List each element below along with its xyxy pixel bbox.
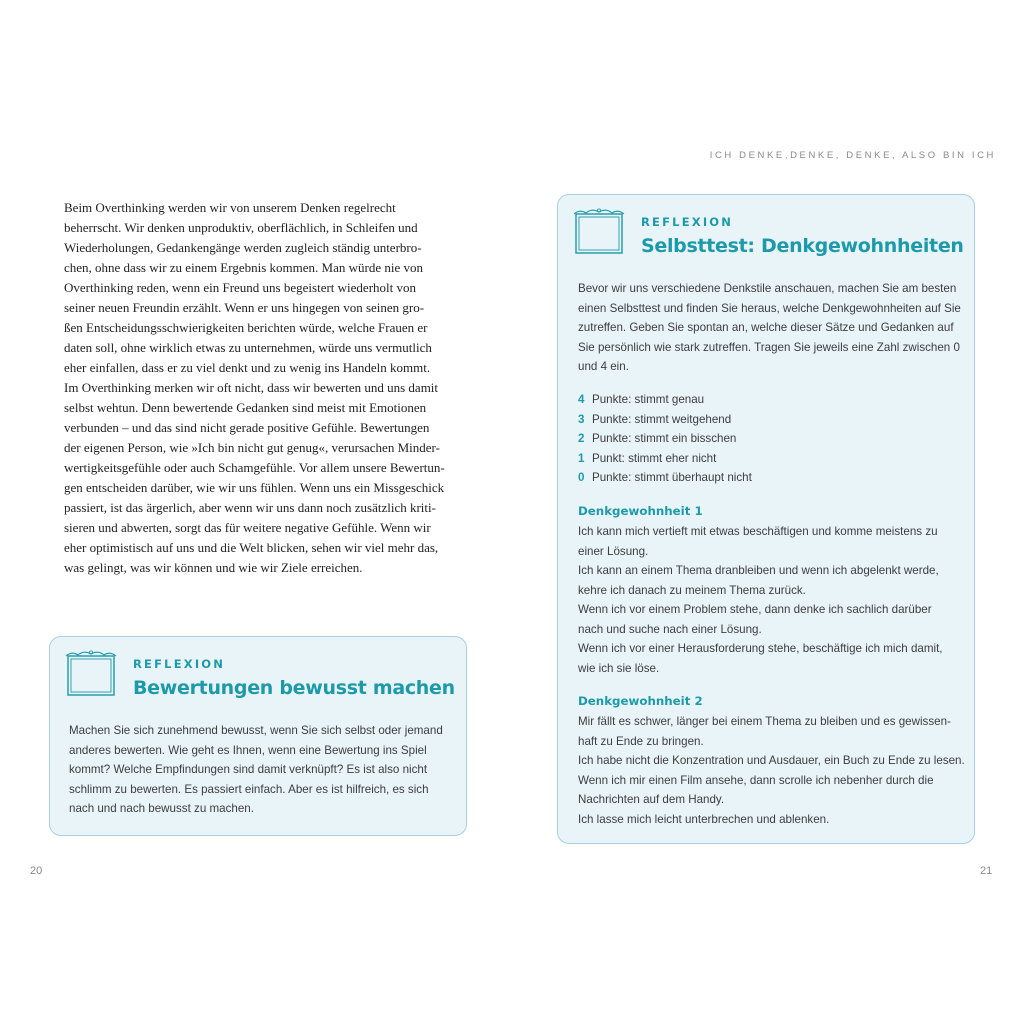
habit-line: Ich kann mich vertieft mit etwas beschäftigen und komme meistens zu — [578, 525, 938, 538]
body-line: Im Overthinking merken wir oft nicht, dass wir bewerten und uns damit — [64, 380, 439, 395]
reflexion-box-left — [49, 636, 467, 836]
habit-line: Ich habe nicht die Konzentration und Ausdauer, ein Buch zu Ende zu lesen. — [578, 754, 965, 767]
scale-number: 0 — [578, 471, 585, 484]
body-line: passiert, ist das ärgerlich, aber wenn wir uns dann noch zusätzlich kriti- — [64, 500, 436, 515]
scale-label: Punkt: stimmt eher nicht — [592, 451, 717, 465]
habit-line: einer Lösung. — [578, 544, 649, 558]
habit-1-text — [578, 522, 943, 678]
scale-number: 2 — [578, 432, 585, 445]
page-number-right: 21 — [980, 865, 993, 877]
running-head: ICH DENKE,DENKE, DENKE, ALSO BIN ICH — [709, 150, 996, 161]
body-line: Overthinking reden, wenn ein Freund uns begeistert wiederholt von — [64, 280, 416, 295]
picture-frame-icon — [64, 649, 118, 699]
habit-1-title: Denkgewohnheit 1 — [578, 504, 703, 518]
intro-line: einen Selbsttest und finden Sie heraus, welche Denkgewohnheiten auf Sie — [578, 301, 961, 315]
scale-label: Punkte: stimmt genau — [592, 393, 705, 406]
scale-label: Punkte: stimmt überhaupt nicht — [592, 471, 752, 484]
scale-number: 3 — [578, 412, 585, 426]
habit-line: Ich kann an einem Thema dranbleiben und wenn ich abgelenkt werde, — [578, 564, 939, 577]
habit-line: kehre ich danach zu meinem Thema zurück. — [578, 583, 806, 597]
scoring-scale — [578, 390, 752, 488]
scale-label: Punkte: stimmt ein bisschen — [592, 432, 737, 445]
box-kicker: REFLEXION — [133, 657, 226, 671]
habit-line: Wenn ich mir einen Film ansehe, dann scrolle ich nebenher durch die — [578, 773, 934, 787]
box-line: Machen Sie sich zunehmend bewusst, wenn Sie sich selbst oder jemand — [69, 724, 443, 737]
body-line: der eigenen Person, wie »Ich bin nicht gut genug«, verursachen Minder- — [64, 440, 440, 455]
intro-line: und 4 ein. — [578, 360, 629, 373]
scale-item — [578, 468, 752, 488]
habit-line: haft zu Ende zu bringen. — [578, 734, 704, 748]
habit-line: Mir fällt es schwer, länger bei einem Thema zu bleiben und es gewissen- — [578, 715, 951, 728]
habit-line: nach und suche nach einer Lösung. — [578, 622, 762, 636]
habit-line: Wenn ich vor einer Herausforderung stehe, beschäftige ich mich damit, — [578, 642, 943, 655]
body-line: sieren und abwerten, sorgt das für weitere negative Gefühle. Wenn wir — [64, 520, 431, 535]
habit-2-title: Denkgewohnheit 2 — [578, 694, 703, 708]
body-line: seiner neuen Freundin erzählt. Wenn er uns hingegen von seinen gro- — [64, 300, 425, 315]
box-line: schlimm zu bewerten. Es passiert einfach. Aber es ist hilfreich, es sich — [69, 782, 429, 796]
body-line: gen entscheiden darüber, wie wir uns fühlen. Wenn uns ein Missgeschick — [64, 480, 445, 495]
habit-line: Ich lasse mich leicht unterbrechen und ablenken. — [578, 812, 830, 826]
scale-label: Punkte: stimmt weitgehend — [592, 412, 732, 426]
scale-item — [578, 429, 752, 449]
body-line: Beim Overthinking werden wir von unserem Denken regelrecht — [64, 200, 396, 215]
scale-item — [578, 449, 752, 469]
body-line: was gelingt, was wir können und wie wir Ziele erreichen. — [64, 560, 363, 575]
scale-item — [578, 390, 752, 410]
body-line: beherrscht. Wir denken unproduktiv, oberflächlich, in Schleifen und — [64, 220, 418, 235]
box-kicker: REFLEXION — [641, 215, 734, 229]
box-intro — [578, 279, 961, 377]
box-line: anderes bewerten. Wie geht es Ihnen, wenn eine Bewertung ins Spiel — [69, 743, 427, 757]
body-text — [64, 198, 456, 578]
body-line: selbst wehtun. Denn bewertende Gedanken sind meist mit Emotionen — [64, 400, 427, 415]
body-line: chen, ohne dass wir zu einem Ergebnis kommen. Man würde nie von — [64, 260, 423, 275]
scale-number: 4 — [578, 393, 585, 406]
body-line: eher einfallen, dass er zu viel denkt und zu wenig ins Handeln kommt. — [64, 360, 431, 375]
scale-number: 1 — [578, 451, 585, 465]
habit-line: Wenn ich vor einem Problem stehe, dann denke ich sachlich darüber — [578, 603, 932, 616]
box-line: kommt? Welche Empfindungen sind damit verknüpft? Es ist also nicht — [69, 763, 428, 776]
picture-frame-icon — [572, 207, 626, 257]
intro-line: zutreffen. Geben Sie spontan an, welche dieser Sätze und Gedanken auf — [578, 321, 954, 334]
reflexion-box-right — [557, 194, 975, 844]
box-text — [69, 721, 443, 819]
box-title: Bewertungen bewusst machen — [133, 677, 455, 699]
intro-line: Sie persönlich wie stark zutreffen. Tragen Sie jeweils eine Zahl zwischen 0 — [578, 340, 960, 354]
habit-line: Nachrichten auf dem Handy. — [578, 793, 725, 806]
body-line: Wiederholungen, Gedankengänge werden zugleich ständig unterbro- — [64, 240, 422, 255]
box-title: Selbsttest: Denkgewohnheiten — [641, 235, 964, 257]
scale-item — [578, 410, 752, 430]
body-line: wertigkeitsgefühle oder auch Schamgefühle. Vor allem unsere Bewertun- — [64, 460, 445, 475]
page-number-left: 20 — [30, 865, 43, 877]
body-line: ßen Entscheidungsschwierigkeiten berichten würde, welche Frauen er — [64, 320, 428, 335]
box-line: nach und nach bewusst zu machen. — [69, 802, 254, 815]
body-line: eher optimistisch auf uns und die Welt blicken, sehen wir viel mehr das, — [64, 540, 439, 555]
body-line: daten soll, ohne wirklich etwas zu unternehmen, würde uns vermutlich — [64, 340, 432, 355]
body-line: verbunden – und das sind nicht gerade positive Gefühle. Bewertungen — [64, 420, 430, 435]
habit-2-text — [578, 712, 965, 829]
habit-line: wie ich sie löse. — [578, 661, 660, 675]
intro-line: Bevor wir uns verschiedene Denkstile anschauen, machen Sie am besten — [578, 282, 957, 295]
